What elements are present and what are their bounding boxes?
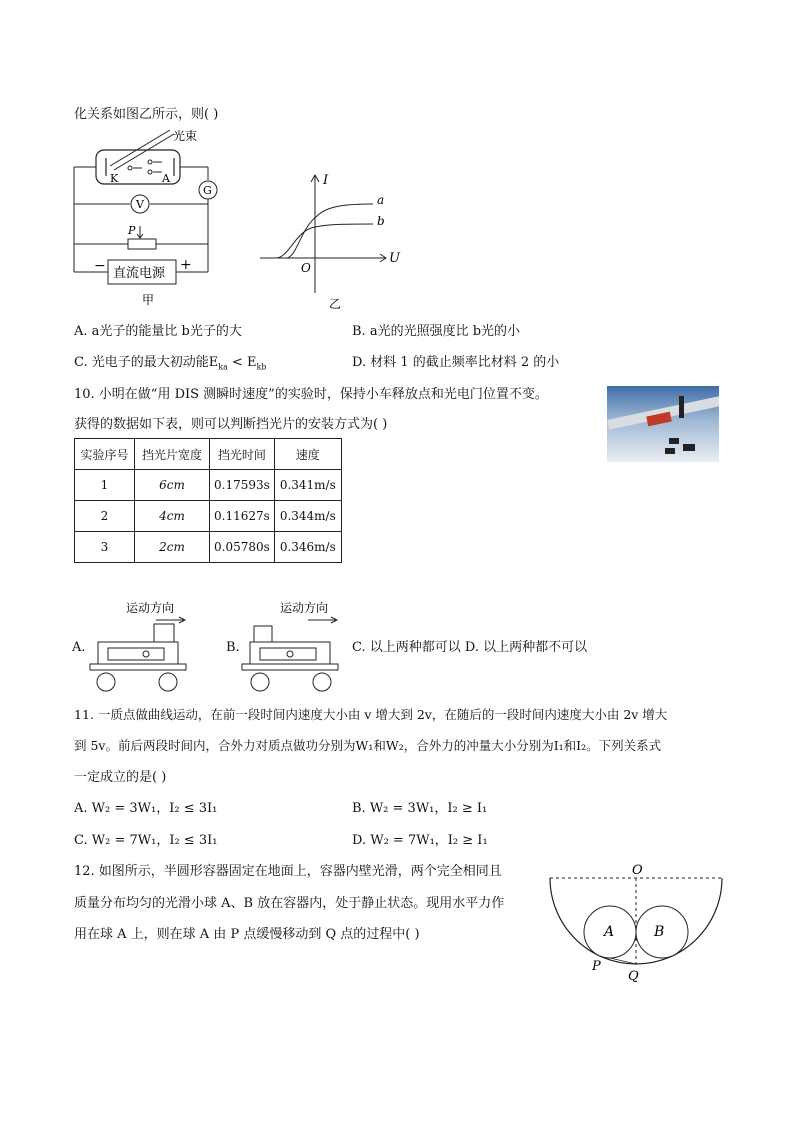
circuit-caption: 甲 bbox=[142, 293, 155, 307]
cart-b-figure[interactable] bbox=[240, 598, 350, 698]
graph-caption: 乙 bbox=[329, 297, 342, 311]
cart-b-direction-label: 运动方向 bbox=[280, 601, 329, 615]
q12-line2: 质量分布均匀的光滑小球 A、B 放在容器内，处于静止状态。现用水平力作 bbox=[74, 896, 505, 911]
q11-line1: 11. 一质点做曲线运动，在前一段时间内速度大小由 v 增大到 2v，在随后的一段时间内速度大小由 2v 增大 bbox=[74, 707, 668, 722]
q9-option-b[interactable]: B. a光的光照强度比 b光的小 bbox=[352, 324, 521, 339]
table-cell: 3 bbox=[75, 532, 135, 563]
table-header: 挡光片宽度 bbox=[135, 439, 210, 470]
table-cell: 4cm bbox=[135, 501, 210, 532]
experiment-photo bbox=[607, 386, 719, 462]
power-label: 直流电源 bbox=[113, 266, 166, 281]
q9-option-c-text: C. 光电子的最大初动能E bbox=[74, 355, 219, 370]
point-p-label: P bbox=[592, 959, 601, 974]
graph-y-label: I bbox=[323, 173, 329, 188]
q12-line1: 12. 如图所示，半圆形容器固定在地面上，容器内壁光滑，两个完全相同且 bbox=[74, 864, 502, 879]
q9-option-c-sub2: kb bbox=[256, 362, 267, 372]
slider-label: P bbox=[128, 224, 136, 237]
q10-data-table bbox=[74, 438, 342, 563]
q10-line1: 10. 小明在做“用 DIS 测瞬时速度”的实验时，保持小车释放点和光电门位置不变。 bbox=[74, 387, 548, 402]
ball-b-label: B bbox=[654, 924, 665, 940]
table-header: 挡光时间 bbox=[210, 439, 275, 470]
iu-graph bbox=[255, 168, 405, 311]
voltmeter-label: V bbox=[136, 198, 144, 211]
cart-a-figure[interactable] bbox=[88, 598, 198, 698]
table-cell: 6cm bbox=[135, 470, 210, 501]
table-header-row bbox=[75, 439, 342, 470]
q10-option-b-label[interactable]: B. bbox=[226, 640, 240, 655]
q9-option-a[interactable]: A. a光子的能量比 b光子的大 bbox=[74, 324, 242, 339]
q11-option-c[interactable]: C. W₂ = 7W₁，I₂ ≤ 3I₁ bbox=[74, 833, 218, 848]
q11-option-d[interactable]: D. W₂ = 7W₁，I₂ ≥ I₁ bbox=[352, 833, 488, 848]
q11-line2: 到 5v。前后两段时间内，合外力对质点做功分别为W₁和W₂，合外力的冲量大小分别为I₁和I₂。下列关系式 bbox=[74, 738, 662, 753]
graph-x-label: U bbox=[389, 251, 400, 266]
table-header: 实验序号 bbox=[75, 439, 135, 470]
table-row bbox=[75, 532, 342, 563]
power-minus: − bbox=[94, 258, 106, 274]
table-cell: 0.344m/s bbox=[274, 501, 341, 532]
ball-a-label: A bbox=[604, 924, 615, 940]
q9-option-d[interactable]: D. 材料 1 的截止频率比材料 2 的小 bbox=[352, 355, 560, 370]
table-cell: 1 bbox=[75, 470, 135, 501]
galvanometer-label: G bbox=[203, 184, 212, 197]
q9-stem-tail: 化关系如图乙所示，则( ) bbox=[74, 107, 219, 122]
q9-option-c-mid: < E bbox=[227, 355, 257, 370]
q11-line3: 一定成立的是( ) bbox=[74, 770, 167, 785]
circuit-diagram bbox=[70, 128, 230, 308]
light-beam-label: 光束 bbox=[173, 129, 198, 143]
q10-option-a-label[interactable]: A. bbox=[72, 640, 86, 655]
cathode-label: K bbox=[110, 172, 119, 185]
q9-option-c[interactable] bbox=[74, 356, 267, 372]
table-row bbox=[75, 470, 342, 501]
table-cell: 0.11627s bbox=[210, 501, 275, 532]
q11-option-b[interactable]: B. W₂ = 3W₁，I₂ ≥ I₁ bbox=[352, 801, 488, 816]
cart-a-direction-label: 运动方向 bbox=[126, 601, 175, 615]
table-cell: 0.05780s bbox=[210, 532, 275, 563]
point-o-label: O bbox=[632, 863, 643, 878]
point-q-label: Q bbox=[628, 969, 639, 984]
table-cell: 0.346m/s bbox=[274, 532, 341, 563]
graph-origin-label: O bbox=[301, 261, 311, 275]
q9-option-c-sub1: ka bbox=[218, 362, 228, 372]
hemisphere-figure bbox=[546, 862, 726, 992]
table-cell: 2 bbox=[75, 501, 135, 532]
curve-b-label: b bbox=[377, 214, 385, 228]
table-cell: 2cm bbox=[135, 532, 210, 563]
table-row bbox=[75, 501, 342, 532]
table-cell: 0.341m/s bbox=[274, 470, 341, 501]
q10-options-cd[interactable]: C. 以上两种都可以 D. 以上两种都不可以 bbox=[352, 640, 588, 655]
q12-line3: 用在球 A 上，则在球 A 由 P 点缓慢移动到 Q 点的过程中( ) bbox=[74, 927, 420, 942]
q10-line2: 获得的数据如下表，则可以判断挡光片的安装方式为( ) bbox=[74, 417, 388, 432]
table-cell: 0.17593s bbox=[210, 470, 275, 501]
power-plus: + bbox=[180, 257, 192, 273]
anode-label: A bbox=[162, 172, 170, 185]
curve-a-label: a bbox=[377, 193, 385, 207]
table-header: 速度 bbox=[274, 439, 341, 470]
q11-option-a[interactable]: A. W₂ = 3W₁，I₂ ≤ 3I₁ bbox=[74, 801, 218, 816]
